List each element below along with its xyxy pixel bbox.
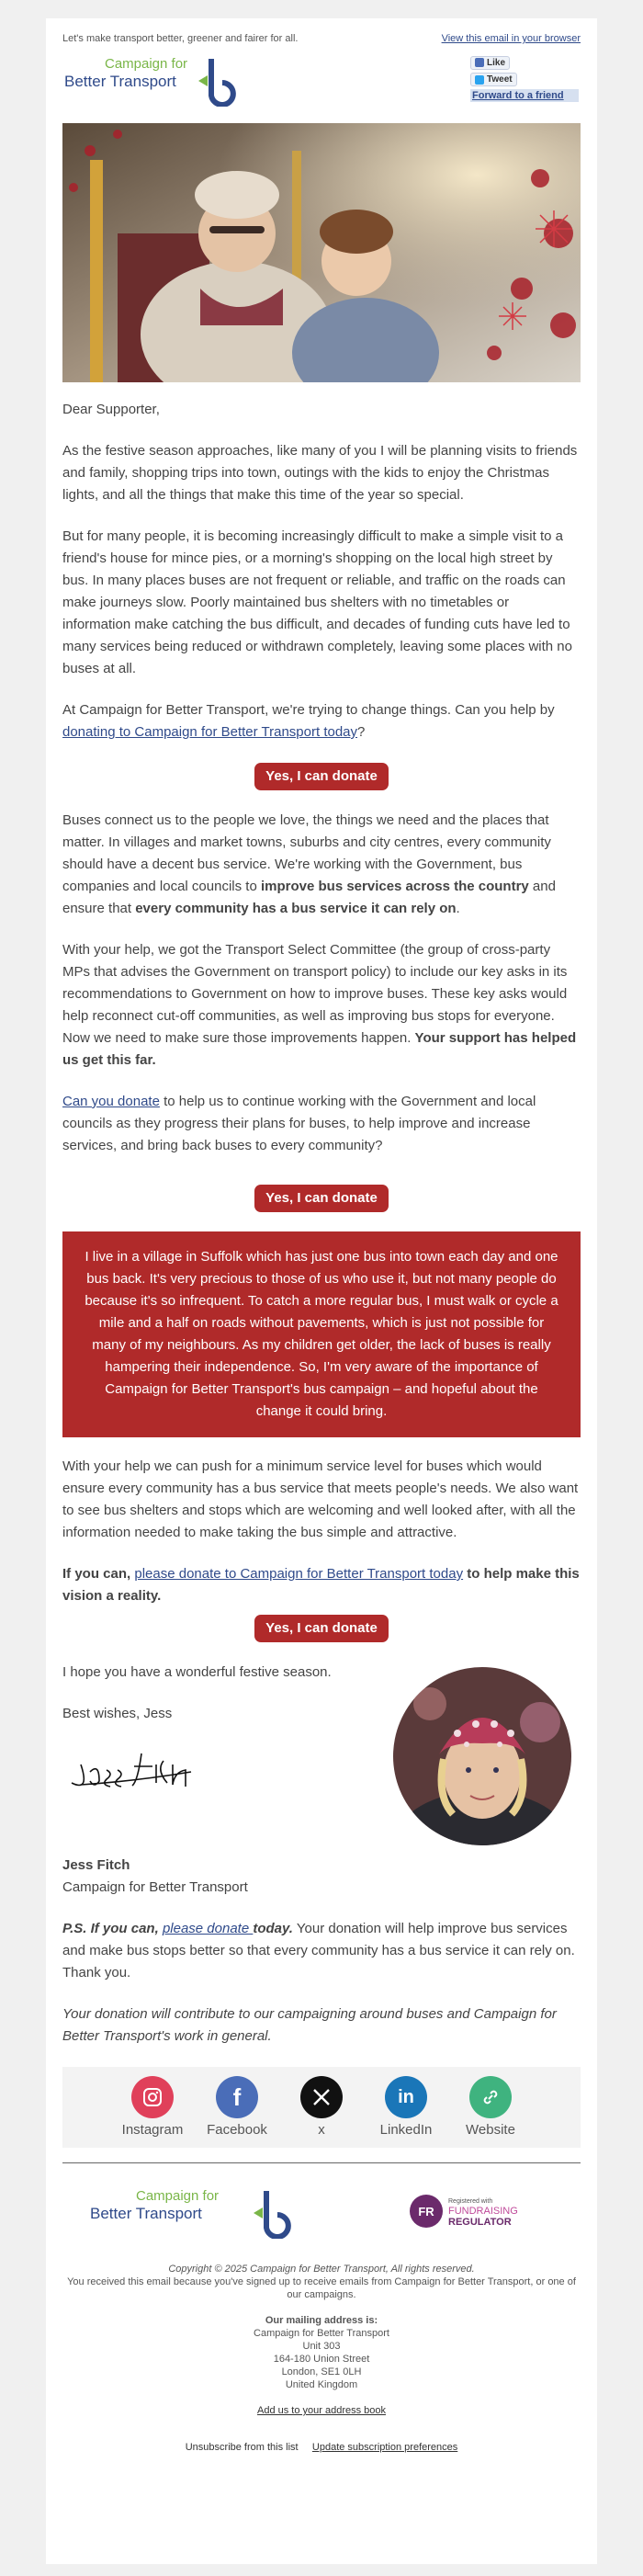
donate-link-1[interactable]: donating to Campaign for Better Transport today (62, 724, 358, 740)
social-instagram[interactable]: Instagram (125, 2076, 180, 2139)
donate-link-3[interactable]: please donate to Campaign for Better Transport today (134, 1566, 464, 1582)
portrait-photo (393, 1667, 571, 1845)
linkedin-icon: in (385, 2076, 427, 2118)
paragraph-6: Can you donate to help us to continue working with the Government and local councils as they progress their plans for buses, to help improve and increase services, and bring back buses to every community? (62, 1094, 536, 1153)
supporter-quote: I live in a village in Suffolk which has just one bus into town each day and one bus back. It's very precious to those of us who use it, but not many people do because it's so infrequent. To catch a more regular bus, I must walk or cycle a mile and a half on roads without pavements, which is just not possible for many of my neighbours. As my children get older, the lack of buses is really hampering their independence. So, I'm very aware of the importance of Campaign for Better Transport's bus campaign – and hopeful about the change it could bring. (62, 1231, 581, 1437)
preheader (46, 18, 597, 44)
preheader-tagline: Let's make transport better, greener and fairer for all. (62, 33, 299, 44)
address-line-1: Campaign for Better Transport (254, 2328, 389, 2339)
social-facebook[interactable]: f Facebook (209, 2076, 265, 2139)
forward-to-friend-link[interactable]: Forward to a friend (470, 89, 579, 102)
signer-org: Campaign for Better Transport (62, 1879, 248, 1895)
x-icon (300, 2076, 343, 2118)
paragraph-5: With your help, we got the Transport Select Committee (the group of cross-party MPs that advises the Government on transport policy) to include our key asks in its recommendations to Government on how to improve buses. These key asks would help reconnect cut-off communities, as well as improving bus stops for everyone. Now we need to make sure those improvements happen. Your support has helped us get this far. (62, 942, 577, 1068)
svg-text:FUNDRAISING: FUNDRAISING (448, 2206, 518, 2217)
address-line-3: 164-180 Union Street (273, 2354, 370, 2365)
like-button[interactable]: Like (470, 56, 510, 70)
social-website[interactable]: Website (463, 2076, 518, 2139)
paragraph-4: Buses connect us to the people we love, the things we need and the places that matter. In villages and market towns, suburbs and city centres, every community should have a decent bus service. We're working with the Government, bus companies and local councils to improve bus services across the country and ensure that every community has a bus service it can rely on. (62, 812, 556, 916)
closing-note: Your donation will contribute to our campaigning around buses and Campaign for Better Transport's work in general. (62, 2006, 557, 2044)
address-line-2: Unit 303 (302, 2341, 341, 2352)
tweet-button[interactable]: Tweet (470, 73, 517, 86)
signature-block (62, 1662, 581, 1855)
social-x[interactable]: x (294, 2076, 349, 2139)
mailing-address-title: Our mailing address is: (265, 2315, 378, 2326)
footer-campaign-logo[interactable] (90, 2184, 301, 2239)
header (46, 44, 597, 123)
email-container (46, 18, 597, 2564)
footer-divider (62, 2162, 581, 2163)
address-line-5: United Kingdom (285, 2379, 358, 2390)
donate-row-3 (62, 1615, 581, 1642)
paragraph-7: With your help we can push for a minimum service level for buses which would ensure every community has a bus service that meets people's needs. We also want to see bus shelters and stops which are welcoming and well looked after, with all the information needed to make taking the bus simple and attractive. (62, 1458, 579, 1540)
social-bar (62, 2067, 581, 2148)
donate-link-2[interactable]: Can you donate (62, 1094, 160, 1109)
social-section (46, 2067, 597, 2454)
address-line-4: London, SE1 0LH (281, 2366, 362, 2377)
donate-row-2 (62, 1185, 581, 1212)
svg-text:Better Transport: Better Transport (90, 2205, 202, 2222)
svg-text:FR: FR (418, 2205, 434, 2219)
paragraph-9: I hope you have a wonderful festive season. (62, 1664, 332, 1680)
view-in-browser-link[interactable]: View this email in your browser (441, 33, 581, 44)
donate-button-3[interactable]: Yes, I can donate (254, 1615, 389, 1642)
paragraph-1: As the festive season approaches, like many of you I will be planning visits to friends and family, shopping trips into town, outings with the kids to enjoy the Christmas lights, and all the things that make this time of the year so special. (62, 443, 578, 503)
fundraising-regulator-logo (408, 2188, 536, 2234)
link-icon (469, 2076, 512, 2118)
greeting: Dear Supporter, (62, 402, 160, 417)
signer-name: Jess Fitch (62, 1857, 130, 1873)
letter-body (46, 399, 597, 2048)
instagram-icon (131, 2076, 174, 2118)
donate-row-1 (62, 763, 581, 790)
facebook-icon: f (216, 2076, 258, 2118)
update-preferences-link[interactable]: Update subscription preferences (311, 2442, 458, 2453)
paragraph-3: At Campaign for Better Transport, we're trying to change things. Can you help by donating to Campaign for Better Transport today? (62, 702, 555, 740)
add-to-address-book-link[interactable]: Add us to your address book (256, 2405, 387, 2416)
bird-icon (475, 75, 484, 85)
svg-text:Registered with: Registered with (448, 2198, 493, 2205)
handwritten-signature (62, 1744, 200, 1799)
paragraph-2: But for many people, it is becoming increasingly difficult to make a simple visit to a friend's house for mince pies, or a morning's shopping on the local high street by bus. In many places buses are not frequent or reliable, and traffic on the roads can make journeys slow. Poorly maintained bus shelters with no timetables or information make catching the bus difficult, and decades of funding cuts have led to many services being reduced or withdrawn completely, leaving some places with no buses at all. (62, 528, 572, 676)
social-linkedin[interactable]: in LinkedIn (378, 2076, 434, 2139)
unsubscribe-link[interactable]: Unsubscribe from this list (185, 2442, 299, 2453)
logo-line2: Better Transport (64, 73, 176, 90)
subscription-reason: You received this email because you've signed up to receive emails from Campaign for Better Transport, or one of our campaigns. (67, 2276, 576, 2300)
logo-line1: Campaign for (105, 56, 188, 72)
donate-button-2[interactable]: Yes, I can donate (254, 1185, 389, 1212)
thumbs-up-icon (475, 58, 484, 67)
footer-logos (62, 2174, 581, 2248)
donate-link-4[interactable]: please donate (162, 1921, 254, 1936)
svg-text:Campaign for: Campaign for (136, 2188, 220, 2204)
paragraph-10: Best wishes, Jess (62, 1706, 173, 1721)
share-area (470, 51, 581, 123)
footer (62, 2263, 581, 2454)
campaign-logo[interactable] (62, 51, 301, 107)
copyright: Copyright © 2025 Campaign for Better Transport, All rights reserved. (168, 2264, 475, 2275)
postscript: P.S. If you can, please donate today. Your donation will help improve bus services and make bus stops better so that every community has a bus service it can rely on. Thank you. (62, 1921, 575, 1980)
hero-image (62, 123, 581, 382)
donate-button-1[interactable]: Yes, I can donate (254, 763, 389, 790)
paragraph-8: If you can, please donate to Campaign for Better Transport today to help make this vision a reality. (62, 1566, 580, 1604)
svg-text:REGULATOR: REGULATOR (448, 2217, 512, 2228)
